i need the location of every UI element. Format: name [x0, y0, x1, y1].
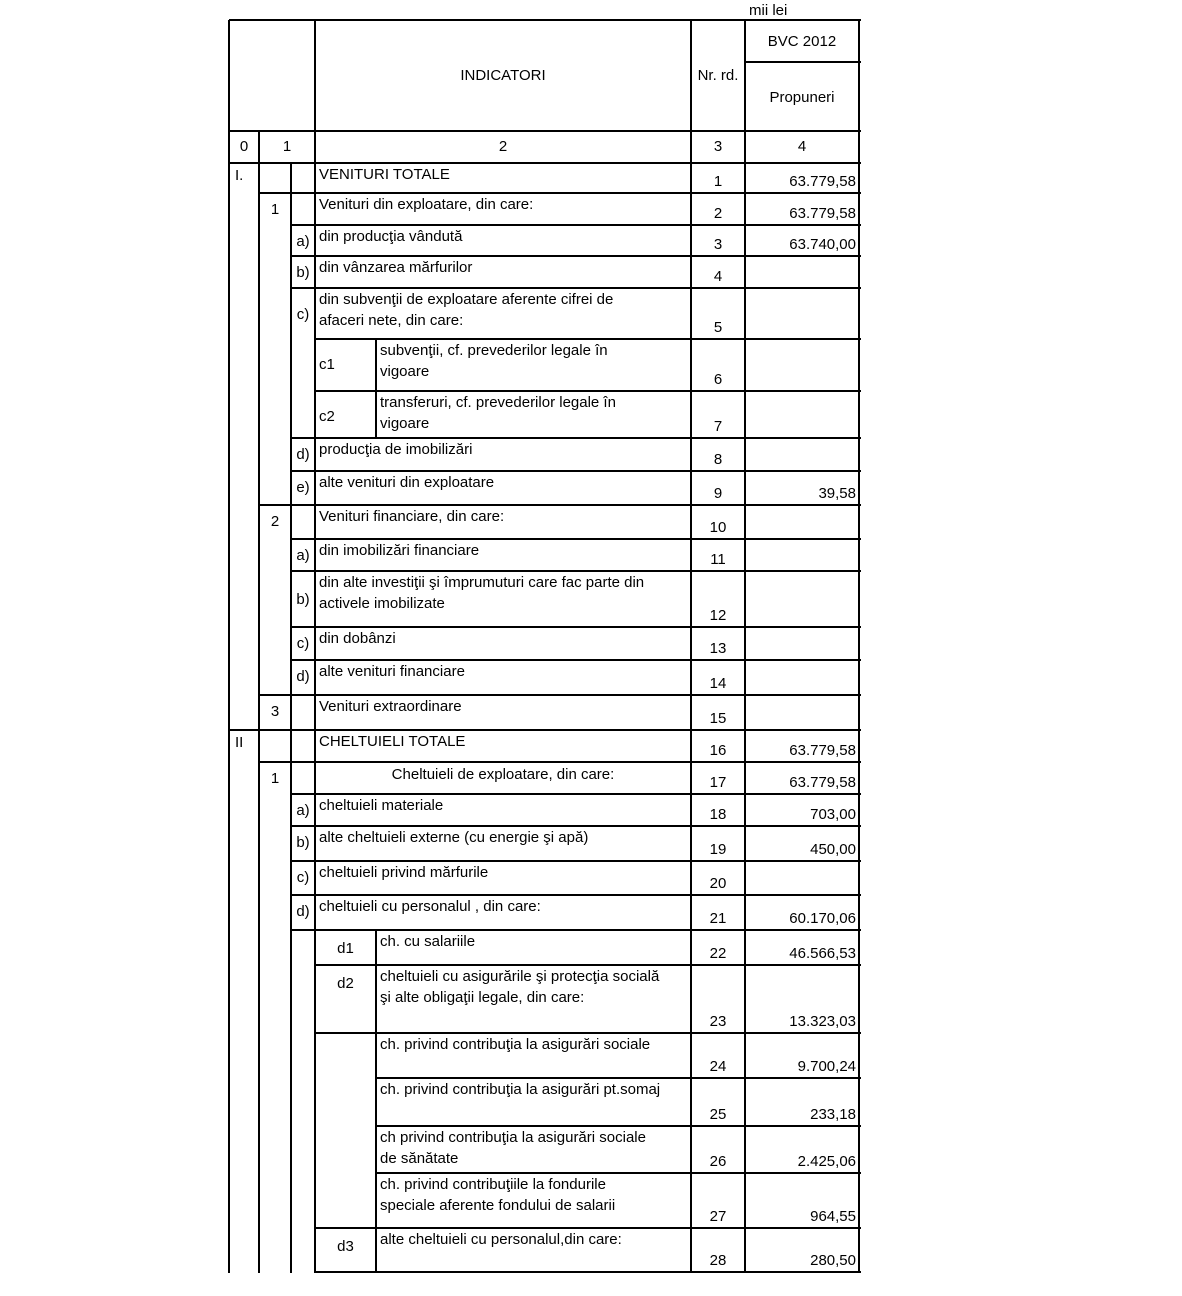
- row-value: 63.740,00: [789, 236, 856, 253]
- row-letter: b): [296, 591, 310, 608]
- row-sub-code: d1: [337, 940, 354, 957]
- row-nr: 13: [709, 640, 727, 657]
- row-value: 39,58: [818, 485, 856, 502]
- row-label: din alte investiţii şi împrumuturi care fac parte din: [319, 574, 645, 591]
- row-letter: d): [296, 446, 310, 463]
- column-number: 0: [239, 138, 249, 155]
- row-number: 3: [270, 703, 280, 720]
- row-label: transferuri, cf. prevederilor legale în: [380, 394, 616, 411]
- row-value: 13.323,03: [789, 1013, 856, 1030]
- row-label: subvenţii, cf. prevederilor legale în: [380, 342, 608, 359]
- grid-line-v: [228, 20, 230, 1273]
- row-label-line2: şi alte obligaţii legale, din care:: [380, 989, 585, 1006]
- row-value: 63.779,58: [789, 742, 856, 759]
- row-nr: 1: [713, 173, 723, 190]
- row-nr: 15: [709, 710, 727, 727]
- row-letter: c): [296, 306, 310, 323]
- row-nr: 14: [709, 675, 727, 692]
- grid-line-h: [315, 1271, 861, 1273]
- row-label: alte venituri din exploatare: [319, 474, 495, 491]
- row-nr: 2: [713, 205, 723, 222]
- row-label-line2: vigoare: [380, 363, 430, 380]
- row-nr: 17: [709, 774, 727, 791]
- row-letter: b): [296, 264, 310, 281]
- row-nr: 9: [713, 485, 723, 502]
- row-number: 1: [270, 201, 280, 218]
- column-number: 2: [498, 138, 508, 155]
- row-number: 1: [270, 770, 280, 787]
- row-nr: 5: [713, 319, 723, 336]
- row-label-line2: speciale aferente fondului de salarii: [380, 1197, 616, 1214]
- row-value: 233,18: [810, 1106, 856, 1123]
- row-value: 63.779,58: [789, 173, 856, 190]
- row-letter: a): [296, 233, 310, 250]
- row-label: ch. privind contribuţiile la fondurile: [380, 1176, 606, 1193]
- header-indicatori: INDICATORI: [460, 67, 546, 84]
- row-nr: 21: [709, 910, 727, 927]
- row-letter: c): [296, 635, 310, 652]
- row-nr: 11: [710, 551, 726, 568]
- row-label-line2: afaceri nete, din care:: [319, 312, 464, 329]
- row-nr: 10: [709, 519, 727, 536]
- row-label: Venituri extraordinare: [319, 698, 462, 715]
- grid-line-h: [229, 130, 861, 132]
- row-label: alte venituri financiare: [319, 663, 465, 680]
- row-value: 450,00: [810, 841, 856, 858]
- row-label: din producţia vândută: [319, 228, 463, 245]
- row-number: 2: [270, 513, 280, 530]
- row-label: Venituri financiare, din care:: [319, 508, 505, 525]
- row-label: din vânzarea mărfurilor: [319, 259, 473, 276]
- row-nr: 25: [709, 1106, 727, 1123]
- row-nr: 26: [709, 1153, 727, 1170]
- grid-line-h: [745, 61, 861, 63]
- row-section: I.: [235, 167, 244, 184]
- row-sub-code: c1: [319, 356, 335, 373]
- row-value: 964,55: [810, 1208, 856, 1225]
- row-label: alte cheltuieli externe (cu energie şi apă): [319, 829, 589, 846]
- row-label: alte cheltuieli cu personalul,din care:: [380, 1231, 622, 1248]
- grid-line-v: [290, 794, 292, 1273]
- row-nr: 28: [709, 1252, 727, 1269]
- row-value: 60.170,06: [789, 910, 856, 927]
- row-label: Cheltuieli de exploatare, din care:: [391, 766, 615, 783]
- row-nr: 8: [713, 451, 723, 468]
- row-label: cheltuieli cu personalul , din care:: [319, 898, 541, 915]
- row-letter: d): [296, 668, 310, 685]
- column-number: 4: [797, 138, 807, 155]
- column-number: 3: [713, 138, 723, 155]
- row-value: 2.425,06: [797, 1153, 856, 1170]
- row-value: 703,00: [810, 806, 856, 823]
- row-letter: e): [296, 479, 310, 496]
- row-label: producţia de imobilizări: [319, 441, 473, 458]
- grid-line-v: [375, 339, 377, 439]
- grid-line-v: [258, 193, 260, 1273]
- row-label-line2: activele imobilizate: [319, 595, 445, 612]
- row-nr: 18: [709, 806, 727, 823]
- row-value: 9.700,24: [797, 1058, 856, 1075]
- row-label: ch privind contribuţia la asigurări sociale: [380, 1129, 646, 1146]
- row-label: din imobilizări financiare: [319, 542, 480, 559]
- row-label: Venituri din exploatare, din care:: [319, 196, 534, 213]
- row-label-line2: vigoare: [380, 415, 430, 432]
- row-label: cheltuieli privind mărfurile: [319, 864, 489, 881]
- row-nr: 19: [709, 841, 727, 858]
- grid-line-v: [258, 163, 260, 194]
- column-number: 1: [282, 138, 292, 155]
- grid-line-h: [229, 19, 861, 21]
- row-value: 280,50: [810, 1252, 856, 1269]
- row-label: ch. cu salariile: [380, 933, 476, 950]
- row-nr: 23: [709, 1013, 727, 1030]
- row-section: II: [235, 734, 244, 751]
- row-letter: c): [296, 869, 310, 886]
- row-nr: 12: [709, 607, 727, 624]
- row-value: 63.779,58: [789, 205, 856, 222]
- row-label: cheltuieli materiale: [319, 797, 444, 814]
- header-bvc-2012: BVC 2012: [767, 33, 837, 50]
- row-sub-code: d3: [337, 1238, 354, 1255]
- row-letter: b): [296, 834, 310, 851]
- row-label: din subvenţii de exploatare aferente cifrei de: [319, 291, 614, 308]
- row-nr: 7: [713, 418, 723, 435]
- row-label: ch. privind contribuţia la asigurări sociale: [380, 1036, 651, 1053]
- unit-label: mii lei: [749, 2, 788, 19]
- row-sub-code: c2: [319, 408, 335, 425]
- row-label: din dobânzi: [319, 630, 396, 647]
- row-value: 46.566,53: [789, 945, 856, 962]
- row-label: cheltuieli cu asigurările şi protecţia socială: [380, 968, 660, 985]
- header-propuneri: Propuneri: [769, 89, 835, 106]
- row-label: ch. privind contribuţia la asigurări pt.somaj: [380, 1081, 661, 1098]
- row-letter: a): [296, 547, 310, 564]
- row-nr: 20: [709, 875, 727, 892]
- row-nr: 22: [709, 945, 727, 962]
- row-nr: 27: [709, 1208, 727, 1225]
- row-nr: 16: [709, 742, 727, 759]
- row-letter: d): [296, 903, 310, 920]
- row-label-line2: de sănătate: [380, 1150, 459, 1167]
- row-nr: 6: [713, 371, 723, 388]
- row-nr: 4: [713, 268, 723, 285]
- row-sub-code: d2: [337, 975, 354, 992]
- header-nr-rd: Nr. rd.: [697, 67, 739, 84]
- row-nr: 24: [709, 1058, 727, 1075]
- grid-line-v: [858, 20, 860, 1273]
- row-letter: a): [296, 802, 310, 819]
- row-label: CHELTUIELI TOTALE: [319, 733, 466, 750]
- row-label: VENITURI TOTALE: [319, 166, 450, 183]
- row-nr: 3: [713, 236, 723, 253]
- grid-line-h: [259, 761, 861, 763]
- row-value: 63.779,58: [789, 774, 856, 791]
